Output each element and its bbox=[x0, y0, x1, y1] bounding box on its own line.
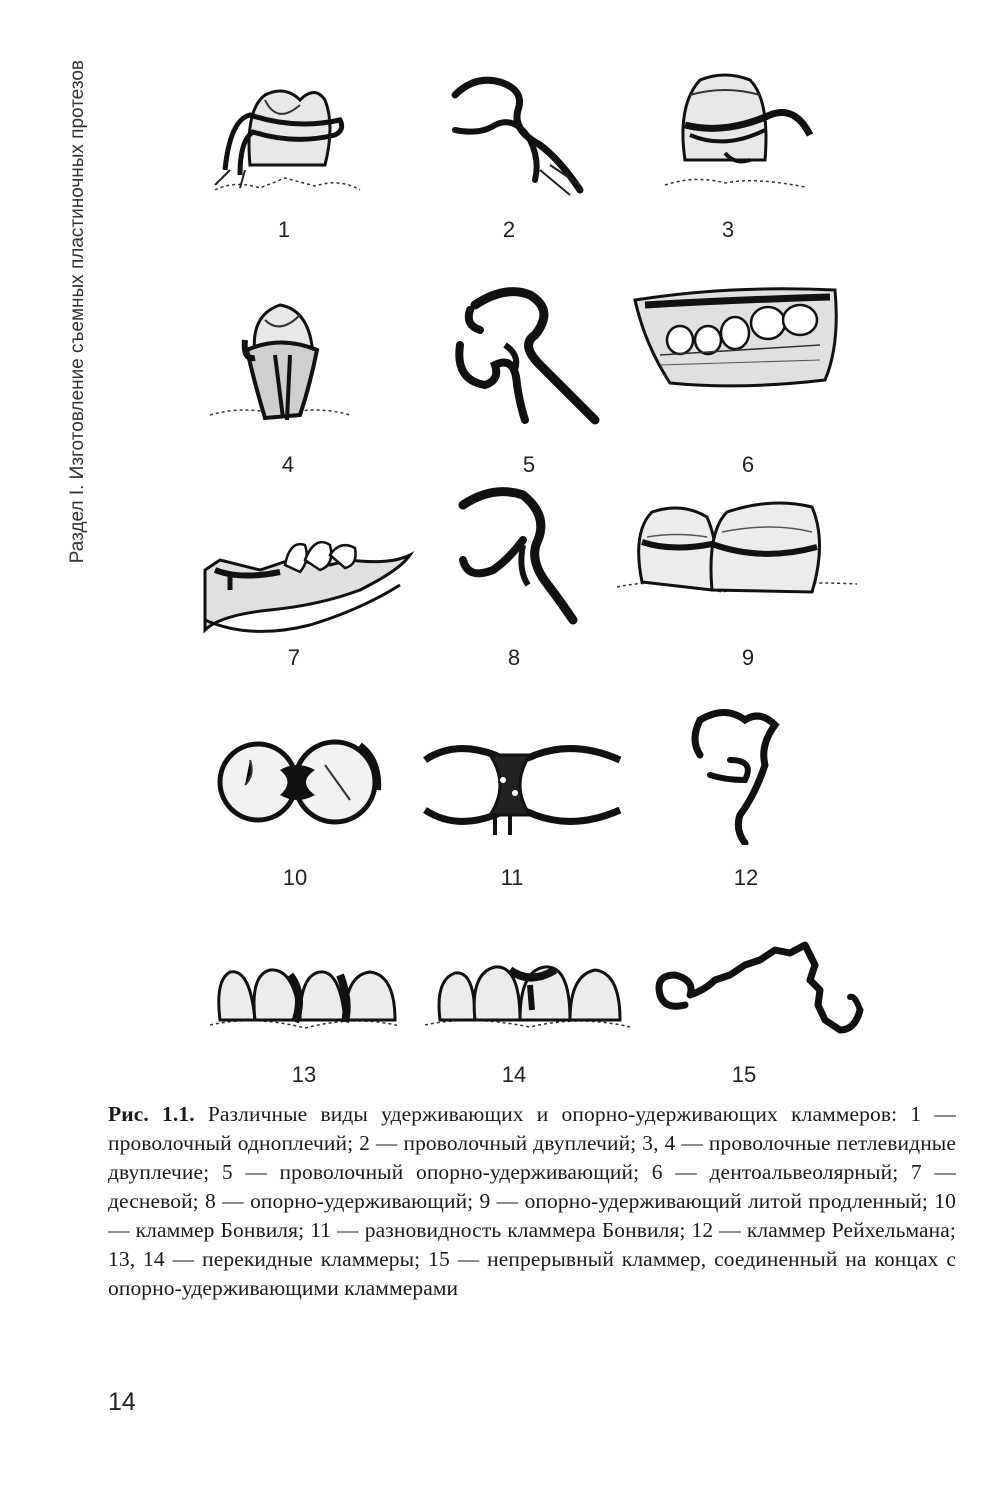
figure-caption bbox=[108, 1100, 956, 1303]
figure-11-label: 11 bbox=[500, 865, 524, 890]
figure-2-label: 2 bbox=[502, 217, 516, 242]
figure-12-drawing bbox=[685, 705, 785, 845]
figure-4-label: 4 bbox=[281, 452, 295, 477]
caption-text: Различные виды удерживающих и опорно-удерживающих кламмеров: 1 — проволочный одноплечий; 2 — проволочный двуплечий; 3, 4 — проволочные петлевидные двуплечие; 5 — проволочный опорно-удерживающий; 6 — дентоальвеолярный; 7 — десневой; 8 — опорно-удерживающий; 9 — опорно-удерживающий литой продленный; 10 — кламмер Бонвиля; 11 — разновидность кламмера Бонвиля; 12 — кламмер Рейхельмана; 13, 14 — перекидные кламмеры; 15 — непрерывный кламмер, соединенный на концах с опорно-удерживающими кламмерами bbox=[108, 1102, 956, 1300]
figure-8-label: 8 bbox=[507, 645, 521, 670]
figure-7-drawing bbox=[200, 530, 415, 645]
page-number: 14 bbox=[108, 1388, 136, 1416]
figure-9-drawing bbox=[612, 492, 862, 607]
figure-9-label: 9 bbox=[741, 645, 755, 670]
figure-11-drawing bbox=[415, 735, 630, 840]
figure-2-drawing bbox=[440, 70, 590, 200]
figure-4-drawing bbox=[205, 300, 355, 435]
figure-15-label: 15 bbox=[731, 1062, 757, 1087]
figure-6-drawing bbox=[630, 285, 845, 395]
figure-5-drawing bbox=[445, 285, 605, 430]
running-header-text: Раздел I. Изготовление съемных пластиночных протезов bbox=[67, 60, 88, 564]
figure-14-label: 14 bbox=[501, 1062, 527, 1087]
figure-5-label: 5 bbox=[522, 452, 536, 477]
figure-7-label: 7 bbox=[287, 645, 301, 670]
figure-15-drawing bbox=[650, 935, 870, 1045]
figure-3-drawing bbox=[655, 65, 820, 200]
figure-12-label: 12 bbox=[733, 865, 759, 890]
figure-10-drawing bbox=[210, 730, 385, 835]
figure-10-label: 10 bbox=[282, 865, 308, 890]
figure-13-label: 13 bbox=[291, 1062, 317, 1087]
caption-label: Рис. 1.1. bbox=[108, 1102, 195, 1126]
figure-8-drawing bbox=[448, 485, 578, 625]
figure-1-label: 1 bbox=[277, 217, 291, 242]
figure-6-label: 6 bbox=[741, 452, 755, 477]
figure-14-drawing bbox=[420, 955, 635, 1040]
figure-1-drawing bbox=[205, 70, 365, 200]
figure-13-drawing bbox=[205, 960, 405, 1040]
figure-3-label: 3 bbox=[721, 217, 735, 242]
